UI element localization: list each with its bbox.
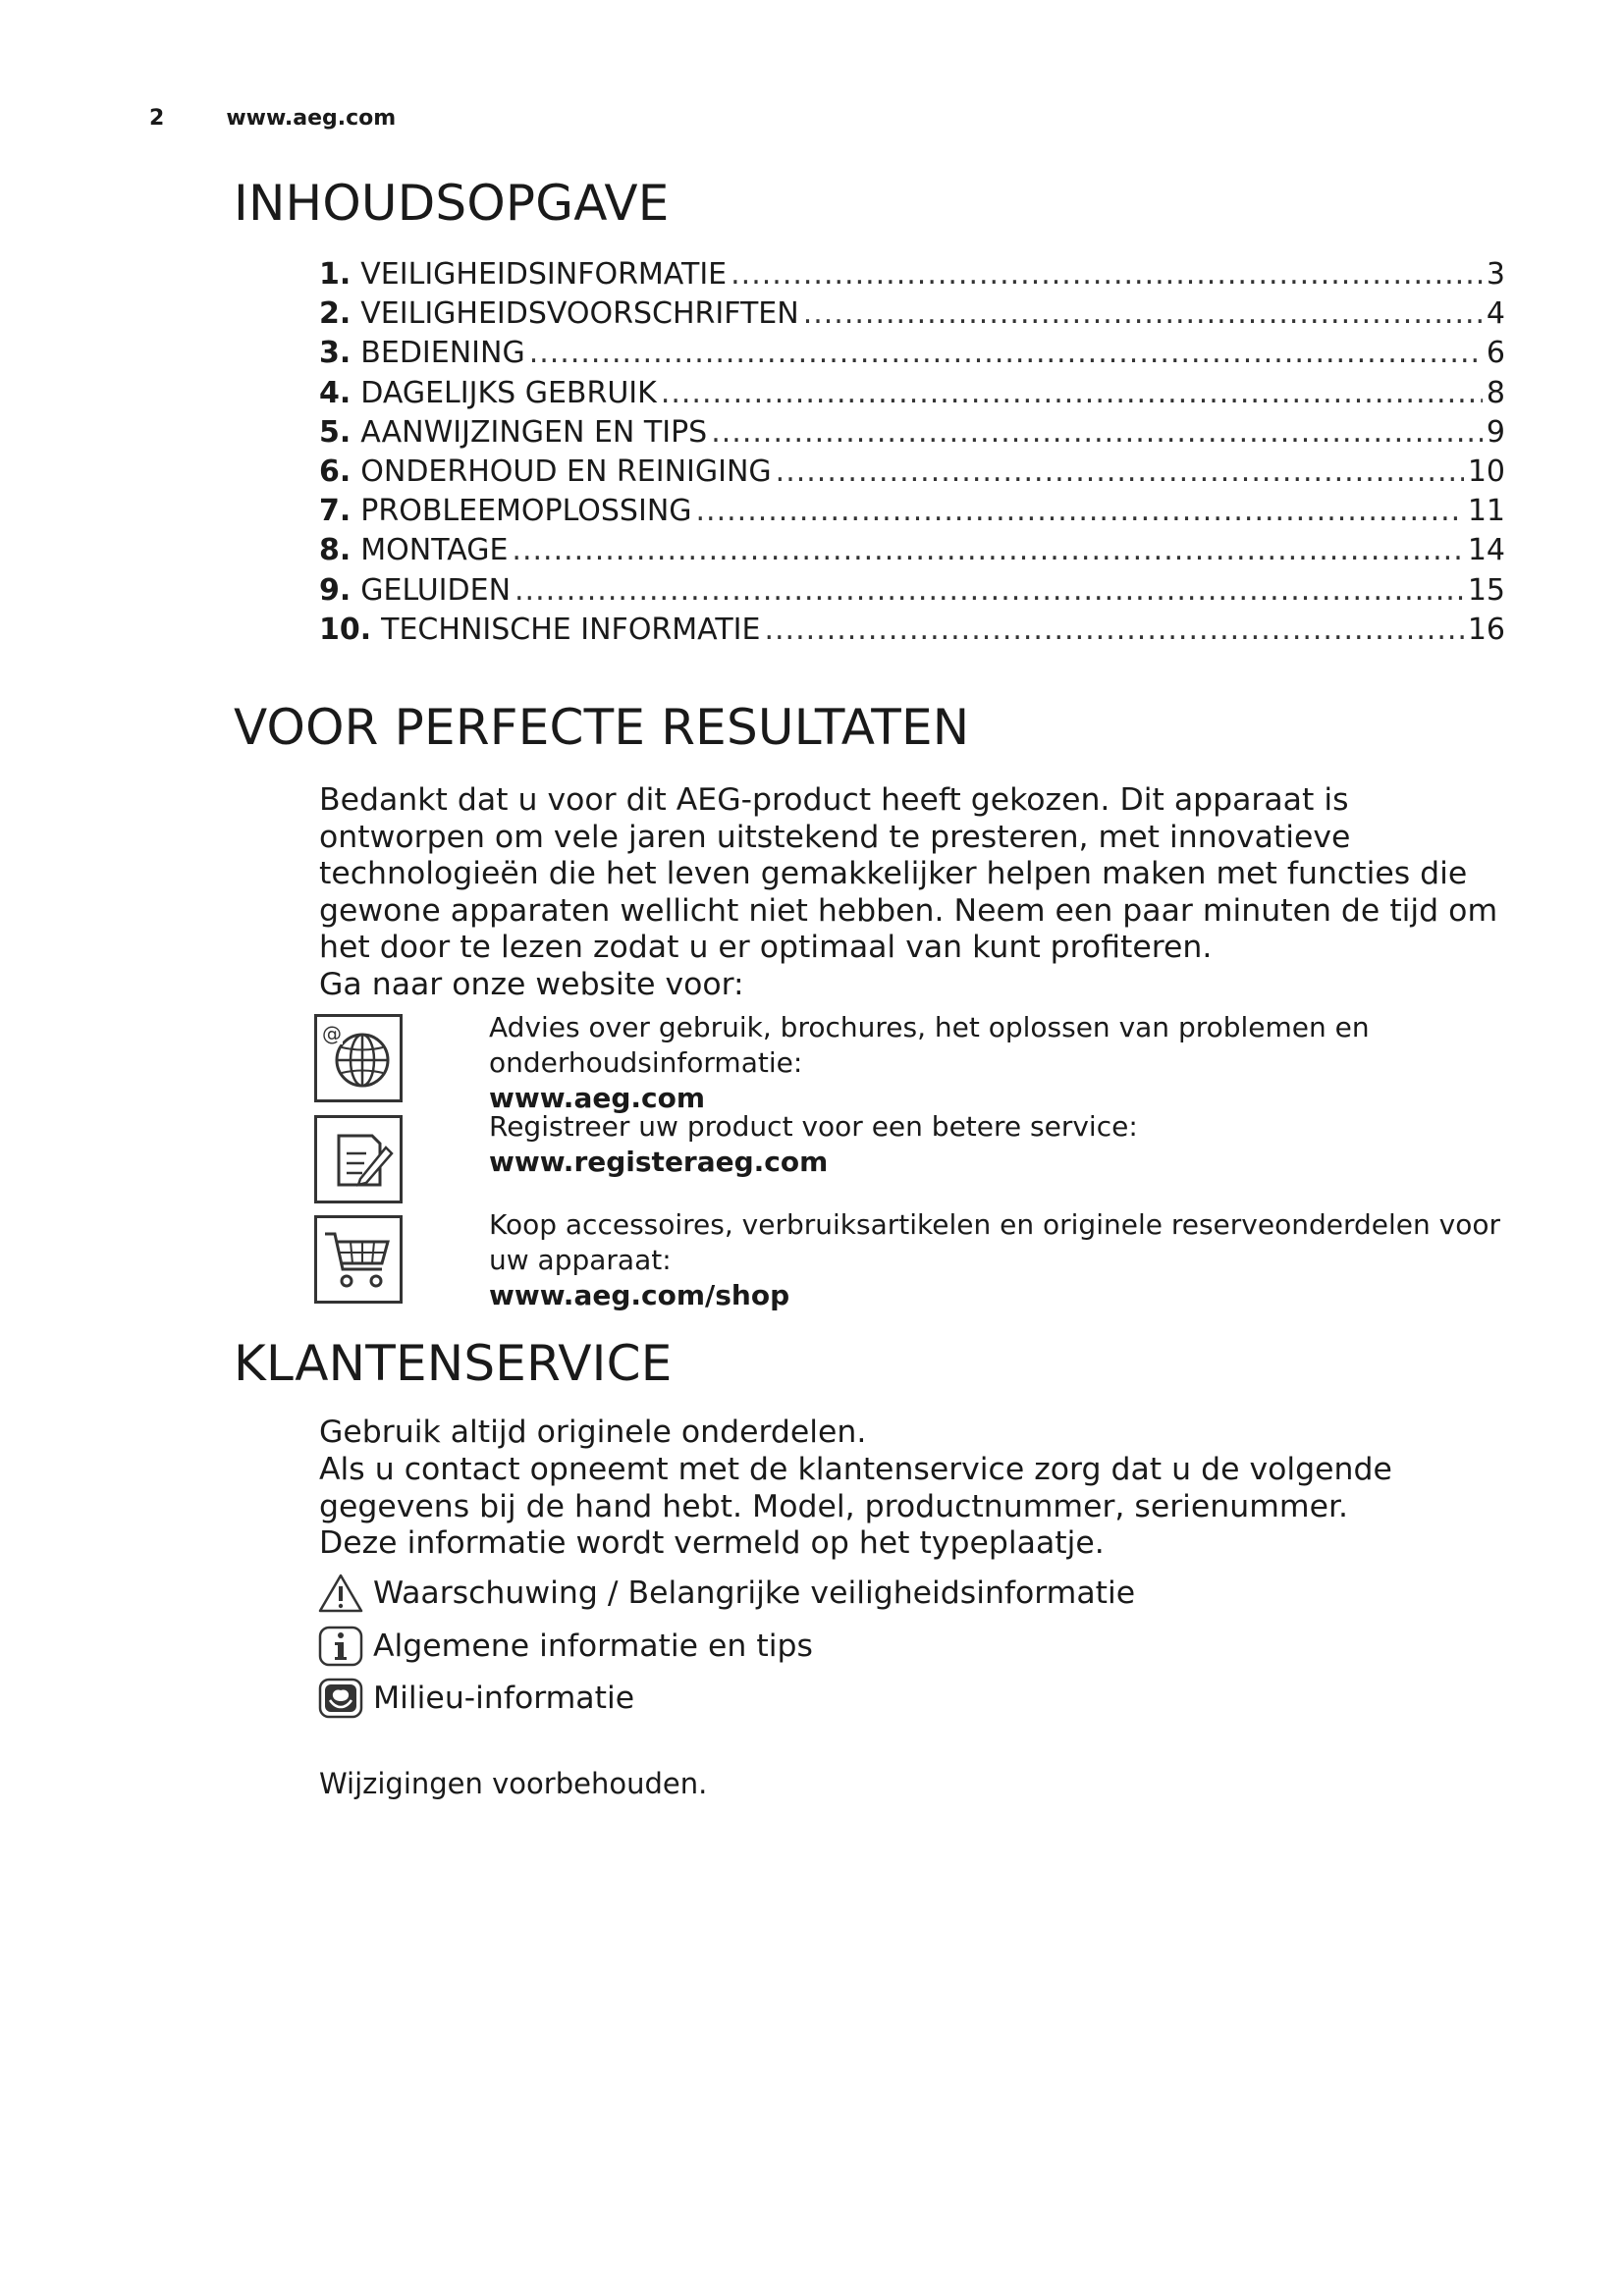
service-shop-text: Koop accessoires, verbruiksartikelen en originele reserveonderdelen voor uw apparaat:	[489, 1208, 1500, 1276]
legend-environment-label: Milieu-informatie	[373, 1681, 635, 1716]
register-icon	[314, 1115, 403, 1203]
toc-item-label: VEILIGHEIDSVOORSCHRIFTEN	[360, 296, 799, 332]
legend-info-label: Algemene informatie en tips	[373, 1629, 813, 1664]
customer-service-title: KLANTENSERVICE	[234, 1335, 673, 1392]
toc-item-page: 10	[1467, 454, 1505, 489]
toc-item[interactable]: 8. MONTAGE ..... 14	[319, 533, 1505, 572]
website-intro: Ga naar onze website voor:	[319, 967, 744, 1002]
toc-item[interactable]: 7. PROBLEEMOPLOSSING ..... 11	[319, 494, 1505, 533]
info-icon	[316, 1625, 365, 1668]
toc-item-page: 6	[1486, 336, 1505, 371]
customer-service-line2: Als u contact opneemt met de klantenservice zorg dat u de volgende gegevens bij de hand hebt. Model, productnummer, serienummer.	[319, 1452, 1392, 1524]
legend-warning-label: Waarschuwing / Belangrijke veiligheidsinformatie	[373, 1575, 1136, 1611]
service-advice-text: Advies over gebruik, brochures, het oplossen van problemen en onderhoudsinformatie:	[489, 1011, 1370, 1079]
toc-item-page: 14	[1467, 533, 1505, 568]
page-number: 2	[149, 106, 165, 131]
header-url[interactable]: www.aeg.com	[226, 106, 397, 131]
shopping-cart-icon	[314, 1215, 403, 1304]
toc-item-label: AANWIJZINGEN EN TIPS	[360, 414, 708, 450]
legend-warning	[316, 1572, 1135, 1615]
toc-item[interactable]: 3. BEDIENING ..... 6	[319, 336, 1505, 375]
toc-item[interactable]: 6. ONDERHOUD EN REINIGING ..... 10	[319, 454, 1505, 494]
toc-item[interactable]: 2. VEILIGHEIDSVOORSCHRIFTEN ..... 4	[319, 296, 1505, 336]
toc-item-page: 11	[1467, 494, 1505, 529]
toc-item-page: 8	[1486, 375, 1505, 410]
toc-item-label: TECHNISCHE INFORMATIE	[381, 612, 761, 647]
toc-item[interactable]: 5. AANWIJZINGEN EN TIPS ..... 9	[319, 415, 1505, 454]
svg-text:@: @	[322, 1022, 342, 1045]
toc-item[interactable]: 10. TECHNISCHE INFORMATIE ..... 16	[319, 613, 1505, 652]
disclaimer: Wijzigingen voorbehouden.	[319, 1767, 708, 1800]
toc-item[interactable]: 9. GELUIDEN ..... 15	[319, 573, 1505, 613]
toc-item-page: 16	[1467, 612, 1505, 647]
environment-icon	[316, 1677, 365, 1720]
service-register-link[interactable]: www.registeraeg.com	[489, 1146, 829, 1178]
service-shop-link[interactable]: www.aeg.com/shop	[489, 1279, 790, 1311]
toc-item[interactable]: 1. VEILIGHEIDSINFORMATIE ..... 3	[319, 257, 1505, 296]
warning-icon	[316, 1572, 365, 1615]
customer-service-line1: Gebruik altijd originele onderdelen.	[319, 1415, 867, 1450]
results-title: VOOR PERFECTE RESULTATEN	[234, 699, 970, 756]
results-intro: Bedankt dat u voor dit AEG-product heeft gekozen. Dit apparaat is ontworpen om vele jaren uitstekend te presteren, met innovatieve technologieën die het leven gemakkelijker helpen maken met functies die gewone apparaten wellicht niet hebben. Neem een paar minuten de tijd om het door te lezen zodat u er optimaal van kunt profiteren.	[319, 782, 1498, 966]
legend-info	[316, 1625, 813, 1668]
page-header	[149, 106, 396, 131]
toc-item-page: 15	[1467, 572, 1505, 608]
toc-item-label: MONTAGE	[360, 533, 509, 568]
toc-item[interactable]: 4. DAGELIJKS GEBRUIK ..... 8	[319, 376, 1505, 415]
toc-item-label: BEDIENING	[360, 336, 525, 371]
legend-environment	[316, 1677, 634, 1720]
globe-icon	[314, 1014, 403, 1102]
toc-item-page: 4	[1486, 296, 1505, 332]
toc-item-label: VEILIGHEIDSINFORMATIE	[360, 257, 728, 292]
toc-item-label: PROBLEEMOPLOSSING	[360, 494, 692, 529]
service-advice-link[interactable]: www.aeg.com	[489, 1082, 706, 1114]
toc-item-label: DAGELIJKS GEBRUIK	[360, 375, 657, 410]
table-of-contents	[319, 257, 1505, 652]
toc-item-label: GELUIDEN	[360, 572, 512, 608]
toc-title: INHOUDSOPGAVE	[234, 175, 670, 232]
service-register-text: Registreer uw product voor een betere service:	[489, 1110, 1138, 1143]
toc-item-label: ONDERHOUD EN REINIGING	[360, 454, 772, 489]
toc-item-page: 9	[1486, 414, 1505, 450]
customer-service-line3: Deze informatie wordt vermeld op het typeplaatje.	[319, 1525, 1105, 1561]
toc-item-page: 3	[1486, 257, 1505, 292]
